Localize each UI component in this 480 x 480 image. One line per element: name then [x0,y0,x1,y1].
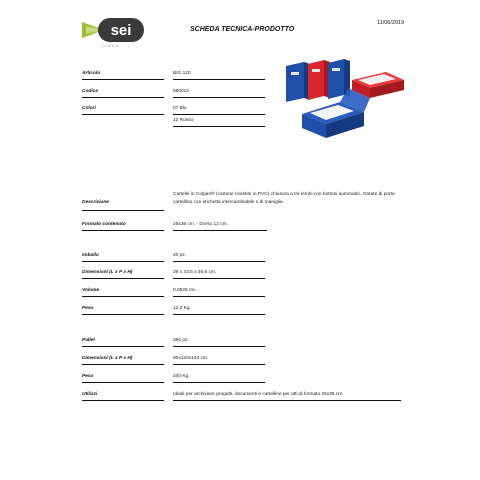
value-dimensioni-imballo: 39 x 33,5 x 36,5 cm. [173,267,265,279]
row-peso-pallet [82,371,402,383]
value-colori-1: 07 Blu [173,103,265,115]
row-peso-imballo [82,303,402,315]
row-pallet [82,335,402,347]
row-dimensioni-pallet [82,353,402,365]
value-colori-2: 12 Rosso [173,115,265,127]
value-imballo: 20 pz. [173,250,265,262]
label-volume: Volume [82,285,164,297]
value-formato: 25x35 cm. - Dorso 12 cm. [173,219,267,231]
row-articolo [82,68,402,80]
row-volume [82,285,402,297]
value-descrizione: Cartelle in Colpan® (cartone rivestito in PVC) chiusura a tre lembi con bottoni automatici. Dotate di porta cartellino con etichetta intercambiabile e di maniglia. [173,192,395,205]
row-descrizione [82,194,402,211]
label-descrizione: Descrizione [82,194,164,211]
label-colori: Colori [82,103,164,115]
row-formato [82,219,402,231]
label-pallet: Pallet [82,335,164,347]
row-utilizzi [82,389,402,401]
label-formato: Formato contenuto [82,219,164,231]
label-articolo: Articolo [82,68,164,80]
label-utilizzi: Utilizzi [82,389,164,401]
value-volume: 0,0526 mc. [173,285,265,297]
brand-name: sei [110,22,132,39]
label-peso-imballo: Peso [82,303,164,315]
label-peso-pallet: Peso [82,371,164,383]
row-imballo [82,250,402,262]
row-colori [82,103,402,115]
value-utilizzi: Ideali per archiviare progetti, documenti e cartelline per atti di formato 25x35 cm. [173,389,401,401]
value-pallet: 360 pz. [173,335,265,347]
row-dimensioni-imballo [82,267,402,279]
row-colori-2 [82,115,402,127]
label-dimensioni-pallet: Dimensioni (L x P x H) [82,353,164,365]
label-dimensioni-imballo: Dimensioni (L x P x H) [82,267,164,279]
value-peso-imballo: 12,2 Kg. [173,303,265,315]
label-codice: Codice [82,86,164,98]
row-codice [82,86,402,98]
brand-subtitle: ITALY [102,44,120,48]
document-date: 11/06/2019 [377,20,405,26]
value-dimensioni-pallet: 80x120x133 cm. [173,353,265,365]
document-title: SCHEDA TECNICA-PRODOTTO [190,26,295,33]
label-imballo: Imballo [82,250,164,262]
value-articolo: BIG 120 [173,68,265,80]
value-codice: 680012 [173,86,265,98]
value-peso-pallet: 240 Kg. [173,371,265,383]
